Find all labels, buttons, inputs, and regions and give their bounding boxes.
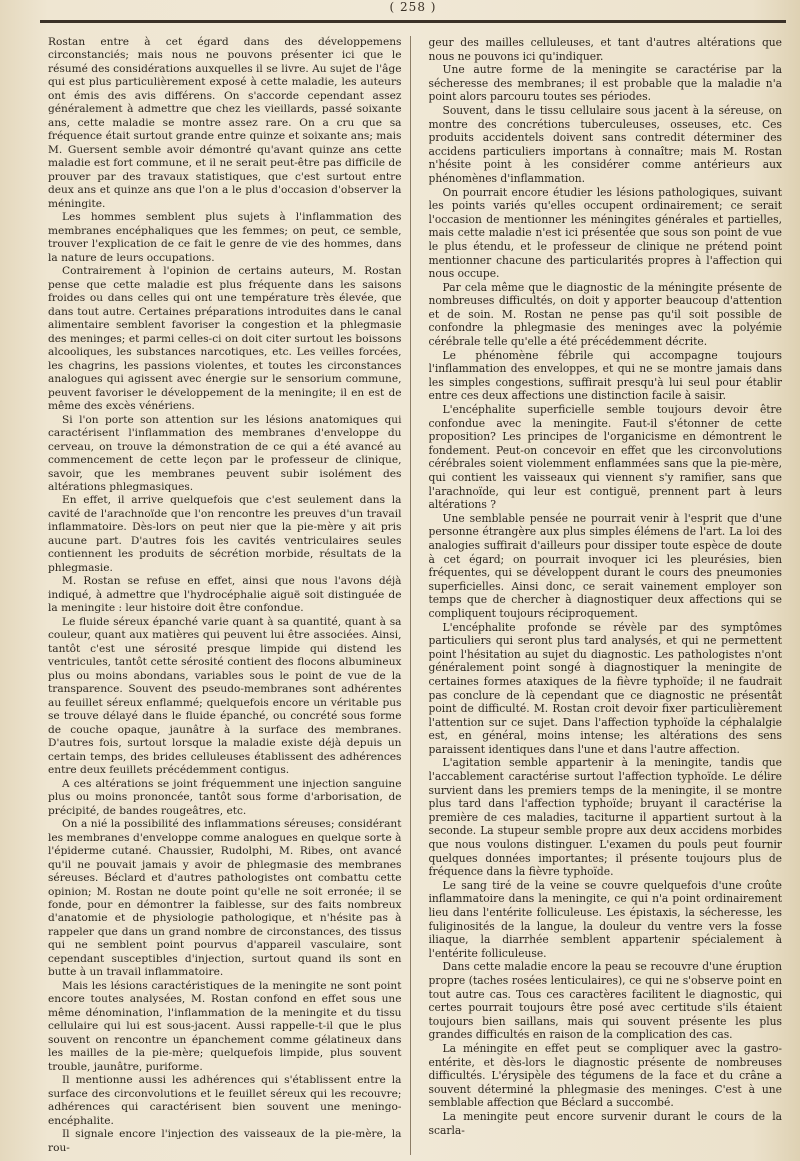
paragraph: On pourrait encore étudier les lésions pathologiques, suivant les points variés qu'elles occupent ordinairement; ce serait l'occasion de mentionner les méningites générales et partielles, mais cette maladie n'est ici présentée que sous son point de vue le plus étendu, et le professeur de clinique ne prétend point mentionner chacune des particularités propres à l'affection qui nous occupe. bbox=[428, 185, 782, 281]
paragraph: Les hommes semblent plus sujets à l'inflammation des membranes encéphaliques que les femmes; on peut, ce semble, trouver l'explication de ce fait le genre de vie des hommes, dans la nature de leurs occupations. bbox=[48, 211, 402, 264]
paragraph: Dans cette maladie encore la peau se recouvre d'une éruption propre (taches rosées lenticulaires), ce qui ne s'observe point en tout autre cas. Tous ces caractères facilitent le diagnostic, qui certes pourrait toujours être posé avec certitude s'ils étaient toujours bien saillans, mais qui souvent présente les plus grandes difficultés en raison de la complication des cas. bbox=[428, 960, 782, 1042]
paragraph: L'encéphalite superficielle semble toujours devoir être confondue avec la meningite. Faut-il s'étonner de cette proposition? Les principes de l'organicisme en démontrent le fondement. Peut-on concevoir en effet que les circonvolutions cérébrales soient violemment enflammées sans que la pie-mère, qui contient les vaisseaux qui viennent s'y ramifier, sans que l'arachnoïde, qui leur est contiguë, prennent part à leurs altérations ? bbox=[428, 403, 782, 512]
paragraph: On a nié la possibilité des inflammations séreuses; considérant les membranes d'enveloppe comme analogues en quelque sorte à l'épiderme cutané. Chaussier, Rudolphi, M. Ribes, ont avancé qu'il ne pouvait jamais y avoir de phlegmasie des membranes séreuses. Béclard et d'autres pathologistes ont combattu cette opinion; M. Rostan ne doute point qu'elle ne soit erronée; il se fonde, pour en démontrer la faiblesse, sur des faits nombreux d'anatomie et de physiologie pathologique, et n'hésite pas à rappeler que dans un grand nombre de circonstances, des tissus qui ne semblent point pourvus d'appareil vasculaire, sont cependant susceptibles d'injection, surtout quand ils sont en butte à un travail inflammatoire. bbox=[48, 818, 402, 979]
paragraph: Souvent, dans le tissu cellulaire sous jacent à la séreuse, on montre des concrétions tuberculeuses, osseuses, etc. Ces produits accidentels doivent sans contredit déterminer des accidens particuliers importans à connaître; mais M. Rostan n'hésite point à les considérer comme antérieurs aux phénomènes d'inflammation. bbox=[428, 103, 782, 185]
paragraph: Si l'on porte son attention sur les lésions anatomiques qui caractérisent l'inflammation des membranes d'enveloppe du cerveau, on trouve la démonstration de ce qui a été avancé au commencement de cette leçon par le professeur de clinique, savoir, que les membranes peuvent subir isolément des altérations phlegmasiques. bbox=[48, 413, 402, 493]
paragraph: En effet, il arrive quelquefois que c'est seulement dans la cavité de l'arachnoïde que l'on rencontre les preuves d'un travail inflammatoire. Dès-lors on peut nier que la pie-mère y ait pris aucune part. D'autres fois les cavités ventriculaires seules contiennent les produits de sécrétion morbide, résultats de la phlegmasie. bbox=[48, 494, 402, 574]
left-column bbox=[48, 36, 411, 1155]
paragraph: La meningite peut encore survenir durant le cours de la scarla- bbox=[428, 1109, 782, 1137]
paragraph: Par cela même que le diagnostic de la méningite présente de nombreuses difficultés, on doit y apporter beaucoup d'attention et de soin. M. Rostan ne pense pas qu'il soit possible de confondre la phlegmasie des meninges avec la polyémie cérébrale telle qu'elle a été précédemment décrite. bbox=[428, 280, 782, 349]
page-number: ( 258 ) bbox=[389, 0, 437, 14]
paragraph: Rostan entre à cet égard dans des développemens circonstanciés; mais nous ne pouvons présenter ici que le résumé des considérations auxquelles il se livre. Au sujet de l'âge qui est plus particulièrement exposé à cette maladie, les auteurs ont émis des avis différens. On s'accorde cependant assez généralement à admettre que chez les vieillards, passé soixante ans, cette maladie se montre assez rare. On a cru que sa fréquence était surtout grande entre quinze et soixante ans; mais M. Guersent semble avoir démontré qu'avant quinze ans cette maladie est fort commune, et il ne serait peut-être pas difficile de prouver par des travaux statistiques, que c'est surtout entre deux ans et quinze ans que l'on a le plus d'occasion d'observer la méningite. bbox=[48, 36, 402, 210]
text-columns bbox=[48, 36, 782, 1155]
paragraph: Il mentionne aussi les adhérences qui s'établissent entre la surface des circonvolutions et le feuillet séreux qui les recouvre; adhérences qui caractérisent bien souvent une meningo-encéphalite. bbox=[48, 1074, 402, 1127]
paragraph: Il signale encore l'injection des vaisseaux de la pie-mère, la rou- bbox=[48, 1128, 402, 1154]
paragraph: Le phénomène fébrile qui accompagne toujours l'inflammation des enveloppes, et qui ne se montre jamais dans les simples congestions, suffirait presqu'à lui seul pour établir entre ces deux affections une distinction facile à saisir. bbox=[428, 348, 782, 403]
paragraph: Le sang tiré de la veine se couvre quelquefois d'une croûte inflammatoire dans la meningite, ce qui n'a point ordinairement lieu dans l'entérite folliculeuse. Les épistaxis, la sécheresse, les fuliginosités de la langue, la douleur du ventre vers la fosse iliaque, la diarrhée semblent appartenir spécialement à l'entérite folliculeuse. bbox=[428, 878, 782, 960]
paragraph: Une semblable pensée ne pourrait venir à l'esprit que d'une personne étrangère aux plus simples élémens de l'art. La loi des analogies suffirait d'ailleurs pour dissiper toute espèce de doute à cet égard; on pourrait invoquer ici les pleurésies, bien fréquentes, qui se développent durant le cours des pneumonies superficielles. Ainsi donc, ce serait vainement employer son temps que de chercher à diagnostiquer deux affections qui se compliquent toujours réciproquement. bbox=[428, 511, 782, 620]
paragraph: L'encéphalite profonde se révèle par des symptômes particuliers qui seront plus tard analysés, et qui ne permettent point l'hésitation au sujet du diagnostic. Les pathologistes n'ont généralement point songé à diagnostiquer la meningite de certaines formes ataxiques de la fièvre typhoïde; il ne faudrait pas conclure de là cependant que ce diagnostic ne présentât point de difficulté. M. Rostan croit devoir fixer particulièrement l'attention sur ce sujet. Dans l'affection typhoïde la céphalalgie est, en général, moins intense; les altérations des sens paraissent identiques dans l'une et dans l'autre affection. bbox=[428, 620, 782, 756]
page-header bbox=[40, 0, 786, 24]
right-column bbox=[429, 36, 783, 1155]
paragraph: Contrairement à l'opinion de certains auteurs, M. Rostan pense que cette maladie est plus fréquente dans les saisons froides ou dans celles qui ont une température très élevée, que dans tout autre. Certaines préparations introduites dans le canal alimentaire semblent favoriser la congestion et la phlegmasie des meninges; et parmi celles-ci on doit citer surtout les boissons alcooliques, les substances narcotiques, etc. Les veilles forcées, les chagrins, les passions violentes, et toutes les circonstances analogues qui agissent avec énergie sur le sensorium commune, peuvent favoriser le développement de la meningite; il en est de même des excès vénériens. bbox=[48, 265, 402, 413]
paragraph: Le fluide séreux épanché varie quant à sa quantité, quant à sa couleur, quant aux matières qui peuvent lui être associées. Ainsi, tantôt c'est une sérosité presque limpide qui distend les ventricules, tantôt cette sérosité contient des flocons albumineux plus ou moins abondans, variables sous le point de vue de la transparence. Souvent des pseudo-membranes sont adhérentes au feuillet séreux enflammé; quelquefois encore un véritable pus se trouve délayé dans le fluide épanché, ou concrété sous forme de couche opaque, jaunâtre à la surface des membranes. D'autres fois, surtout lorsque la maladie existe déjà depuis un certain temps, des brides celluleuses établissent des adhérences entre deux feuillets précédemment contigus. bbox=[48, 615, 402, 777]
paragraph: La méningite en effet peut se compliquer avec la gastro-entérite, et dès-lors le diagnostic présente de nombreuses difficultés. L'érysipèle des tégumens de la face et du crâne a souvent déterminé la phlegmasie des meninges. C'est à une semblable affection que Béclard a succombé. bbox=[428, 1041, 782, 1110]
header-rule bbox=[40, 20, 786, 23]
paragraph: Une autre forme de la meningite se caractérise par la sécheresse des membranes; il est probable que la maladie n'a point alors parcouru toutes ses périodes. bbox=[428, 63, 782, 104]
paragraph: Mais les lésions caractéristiques de la meningite ne sont point encore toutes analysées, M. Rostan confond en effet sous une même dénomination, l'inflammation de la meningite et du tissu cellulaire qui lui est sous-jacent. Aussi rappelle-t-il que le plus souvent on rencontre un épanchement comme gélatineux dans les mailles de la pie-mère; quelquefois limpide, plus souvent trouble, jaunâtre, puriforme. bbox=[48, 979, 402, 1073]
paragraph: A ces altérations se joint fréquemment une injection sanguine plus ou moins prononcée, tantôt sous forme d'arborisation, de précipité, de bandes rougeâtres, etc. bbox=[48, 777, 402, 817]
paragraph: geur des mailles celluleuses, et tant d'autres altérations que nous ne pouvons ici qu'indiquer. bbox=[428, 36, 782, 63]
paragraph: L'agitation semble appartenir à la meningite, tandis que l'accablement caractérise surtout l'affection typhoïde. Le délire survient dans les premiers temps de la meningite, il se montre plus tard dans l'affection typhoïde; bruyant il caractérise la première de ces maladies, taciturne il appartient surtout à la seconde. La stupeur semble propre aux deux accidens morbides que nous voulons distinguer. L'examen du pouls peut fournir quelques données importantes; il présente toujours plus de fréquence dans la fièvre typhoïde. bbox=[428, 756, 782, 879]
paragraph: M. Rostan se refuse en effet, ainsi que nous l'avons déjà indiqué, à admettre que l'hydrocéphalie aiguë soit distinguée de la meningite : leur histoire doit être confondue. bbox=[48, 575, 402, 615]
